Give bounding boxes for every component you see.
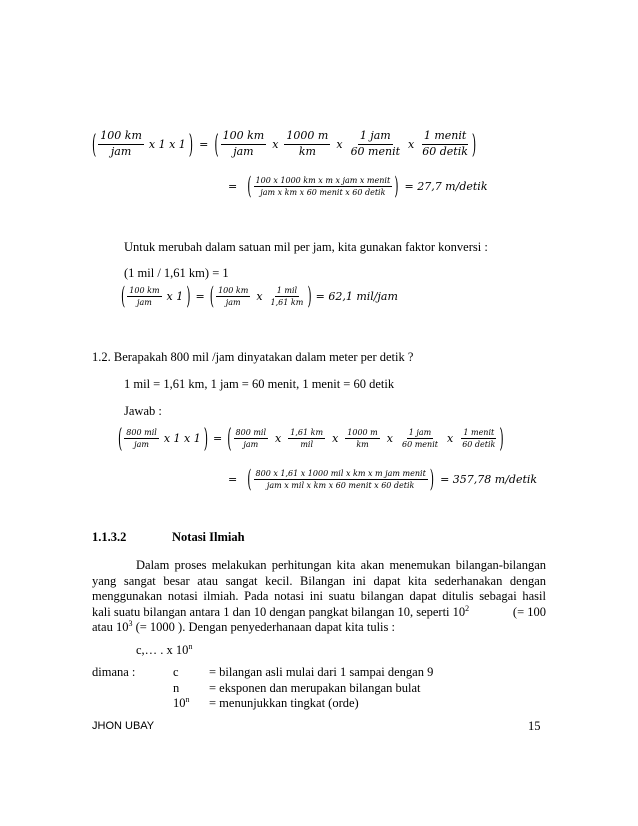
left-paren: ( xyxy=(92,128,97,160)
equation-1 xyxy=(92,130,476,158)
symbol: c xyxy=(173,665,179,679)
text-segment: atau 10 xyxy=(92,620,129,634)
fraction xyxy=(254,176,393,197)
scientific-notation-formula xyxy=(136,643,192,658)
fraction xyxy=(460,428,497,449)
fraction xyxy=(420,130,470,158)
times-sign: x xyxy=(272,137,279,151)
definition-text: = bilangan asli mulai dari 1 sampai dengan 9 xyxy=(209,665,434,679)
definitions-list xyxy=(173,665,433,712)
symbol: n xyxy=(173,680,180,695)
equals-sign: = xyxy=(195,290,205,304)
paragraph-line xyxy=(92,605,546,621)
denominator: jam xyxy=(134,440,149,450)
section-number: 1.1.3.2 xyxy=(92,530,127,544)
symbol: 10 xyxy=(173,696,186,710)
explanation-text: Untuk merubah dalam satuan mil per jam, kita gunakan faktor konversi : xyxy=(124,240,488,254)
denominator: 1,61 km xyxy=(270,298,304,308)
left-paren: ( xyxy=(118,423,123,455)
numerator: 1 menit xyxy=(461,428,496,439)
fraction xyxy=(98,130,144,158)
footer-author: JHON UBAY xyxy=(92,720,155,732)
fraction xyxy=(127,286,161,307)
section-title: Notasi Ilmiah xyxy=(172,530,245,544)
conversion-factor: (1 mil / 1,61 km) = 1 xyxy=(124,266,229,280)
fraction xyxy=(284,130,330,158)
definition-text: = eksponen dan merupakan bilangan bulat xyxy=(209,680,421,695)
numerator: 100 km xyxy=(216,286,250,297)
denominator: jam xyxy=(110,144,132,158)
right-paren: ) xyxy=(186,282,191,311)
denominator: jam xyxy=(137,298,152,308)
result: = 62,1 mil/jam xyxy=(315,290,398,304)
question-1-2: 1.2. Berapakah 800 mil /jam dinyatakan dalam meter per detik ? xyxy=(92,350,414,364)
equation-5 xyxy=(228,465,538,494)
factor-text: x 1 x 1 xyxy=(148,137,186,151)
right-paren: ) xyxy=(203,423,209,455)
paragraph-line xyxy=(92,620,546,636)
paragraph-line: menggunakan notasi ilmiah. Pada notasi ini suatu bilangan dapat ditulis sebagai hasil xyxy=(92,589,546,603)
denominator: 60 menit xyxy=(350,144,401,158)
superscript: 3 xyxy=(128,618,133,628)
numerator: 1 menit xyxy=(422,130,468,145)
times-sign: x xyxy=(336,137,343,151)
equals-sign: = xyxy=(213,432,223,446)
times-sign: x xyxy=(446,432,454,446)
equals-sign: = xyxy=(228,180,238,194)
definition-text: = menunjukkan tingkat (orde) xyxy=(209,696,359,710)
factor-text: x 1 x 1 xyxy=(163,432,201,446)
denominator: jam xyxy=(243,440,259,450)
formula-text: c,… . x 10 xyxy=(136,643,189,657)
numerator: 1 mil xyxy=(275,286,299,297)
right-paren: ) xyxy=(307,282,312,311)
denominator: jam xyxy=(233,144,254,158)
times-sign: x xyxy=(386,432,393,446)
denominator: 60 menit xyxy=(402,440,438,450)
paragraph xyxy=(92,558,546,636)
left-paren: ( xyxy=(214,128,219,160)
text-segment: kali suatu bilangan antara 1 dan 10 dengan pangkat bilangan 10, seperti 10 xyxy=(92,604,466,619)
right-paren: ) xyxy=(394,172,399,201)
numerator: 1,61 km xyxy=(288,428,325,439)
right-paren: ) xyxy=(471,128,477,160)
result: = 27,7 m/detik xyxy=(404,180,488,194)
fraction xyxy=(221,130,267,158)
fraction xyxy=(124,428,159,449)
fraction xyxy=(400,428,440,449)
paragraph-line: Dalam proses melakukan perhitungan kita akan menemukan bilangan-bilangan xyxy=(136,558,546,572)
page-number: 15 xyxy=(528,719,541,733)
equals-sign: = xyxy=(228,473,238,487)
numerator: 100 km xyxy=(98,130,144,145)
numerator: 100 x 1000 km x m x jam x menit xyxy=(254,176,393,187)
right-paren: ) xyxy=(429,465,435,494)
denominator: jam x mil x km x 60 menit x 60 detik xyxy=(266,481,415,491)
answer-label: Jawab : xyxy=(124,404,162,418)
numerator: 100 km xyxy=(127,286,161,297)
right-paren: ) xyxy=(188,128,194,160)
left-paren: ( xyxy=(121,282,126,311)
times-sign: x xyxy=(332,432,339,446)
equation-2 xyxy=(228,172,488,201)
denominator: 60 detik xyxy=(422,144,468,158)
superscript: 2 xyxy=(465,603,470,613)
numerator: 1000 m xyxy=(284,130,330,145)
numerator: 800 mil xyxy=(234,428,269,439)
left-paren: ( xyxy=(247,465,252,494)
given-conversions: 1 mil = 1,61 km, 1 jam = 60 menit, 1 menit = 60 detik xyxy=(124,377,395,391)
left-paren: ( xyxy=(209,282,215,311)
times-sign: x xyxy=(408,137,415,151)
denominator: km xyxy=(356,440,369,450)
fraction xyxy=(234,428,269,449)
definition-row xyxy=(173,696,433,712)
denominator: jam xyxy=(225,298,241,308)
fraction xyxy=(269,286,306,307)
where-label: dimana : xyxy=(92,665,136,679)
fraction xyxy=(288,428,325,449)
equals-sign: = xyxy=(199,137,209,151)
text-segment: (= 1000 ). Dengan penyederhanaan dapat kita tulis : xyxy=(132,620,395,634)
denominator: 60 detik xyxy=(462,440,496,450)
fraction xyxy=(216,286,250,307)
numerator: 800 mil xyxy=(124,428,159,439)
numerator: 800 x 1,61 x 1000 mil x km x m jam menit xyxy=(254,469,428,480)
numerator: 1 jam xyxy=(407,428,433,439)
denominator: jam x km x 60 menit x 60 detik xyxy=(260,188,386,198)
fraction xyxy=(349,130,402,158)
fraction xyxy=(345,428,380,449)
denominator: km xyxy=(298,144,316,158)
superscript: n xyxy=(188,641,193,651)
times-sign: x xyxy=(256,290,263,304)
result: = 357,78 m/detik xyxy=(440,473,538,487)
numerator: 100 km xyxy=(221,130,267,145)
numerator: 1 jam xyxy=(358,130,393,145)
definition-row xyxy=(173,681,433,697)
definition-row xyxy=(173,665,433,681)
right-paren: ) xyxy=(499,423,504,455)
equation-3 xyxy=(121,282,398,311)
left-paren: ( xyxy=(227,423,232,455)
numerator: 1000 m xyxy=(345,428,380,439)
times-sign: x xyxy=(275,432,282,446)
fraction xyxy=(254,469,428,490)
paragraph-line: yang sangat besar atau sangat kecil. Bilangan ini dapat kita sederhanakan dengan xyxy=(92,573,546,588)
superscript: n xyxy=(185,694,190,704)
denominator: mil xyxy=(300,440,314,450)
text-segment: (= 100 xyxy=(512,604,546,619)
left-paren: ( xyxy=(247,172,252,201)
equation-4 xyxy=(118,423,504,455)
factor-text: x 1 xyxy=(166,290,184,304)
